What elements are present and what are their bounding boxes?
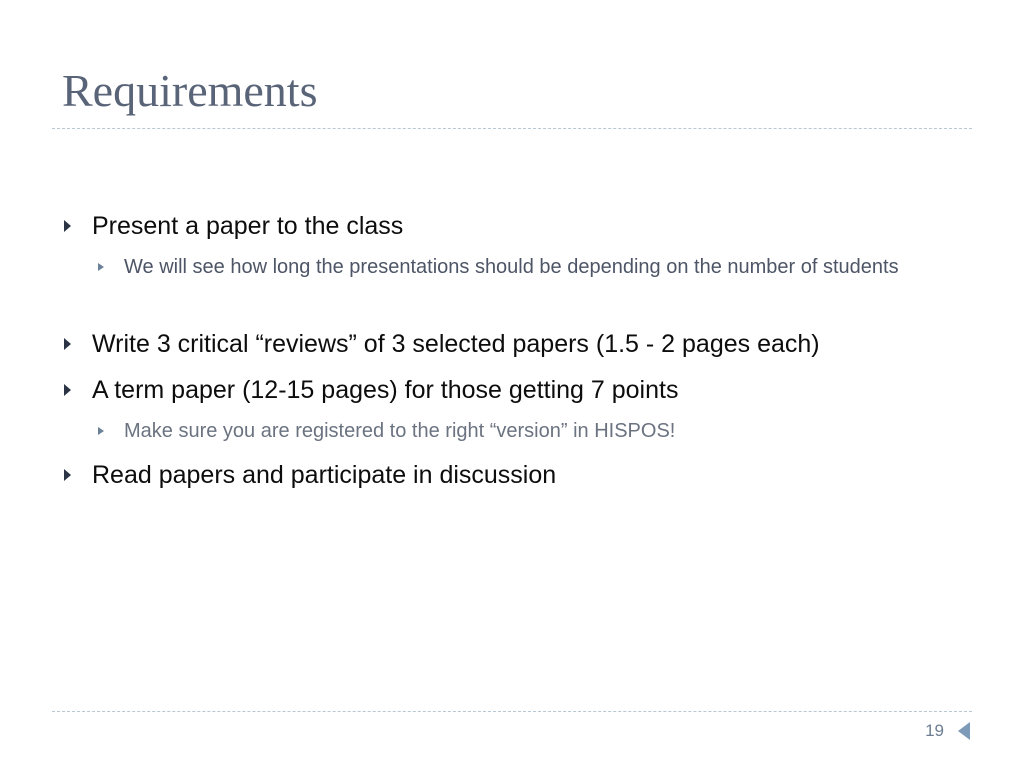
bullet-item: A term paper (12-15 pages) for those getting 7 points xyxy=(92,376,679,404)
slide-title: Requirements xyxy=(62,65,318,116)
triangle-right-icon xyxy=(64,469,71,481)
bullet-item: Read papers and participate in discussion xyxy=(92,461,557,489)
page-number: 19 xyxy=(925,721,944,740)
triangle-right-icon xyxy=(98,263,104,271)
bullet-item: Present a paper to the class xyxy=(92,212,404,240)
triangle-left-icon[interactable] xyxy=(958,722,970,740)
sub-bullet-item: We will see how long the presentations should be depending on the number of students xyxy=(124,256,899,278)
bullet-item: Write 3 critical “reviews” of 3 selected papers (1.5 - 2 pages each) xyxy=(92,330,820,358)
sub-bullet-item: Make sure you are registered to the right “version” in HISPOS! xyxy=(124,420,676,442)
triangle-right-icon xyxy=(64,384,71,396)
footer-divider xyxy=(52,711,972,712)
triangle-right-icon xyxy=(64,220,71,232)
triangle-right-icon xyxy=(98,427,104,435)
triangle-right-icon xyxy=(64,338,71,350)
